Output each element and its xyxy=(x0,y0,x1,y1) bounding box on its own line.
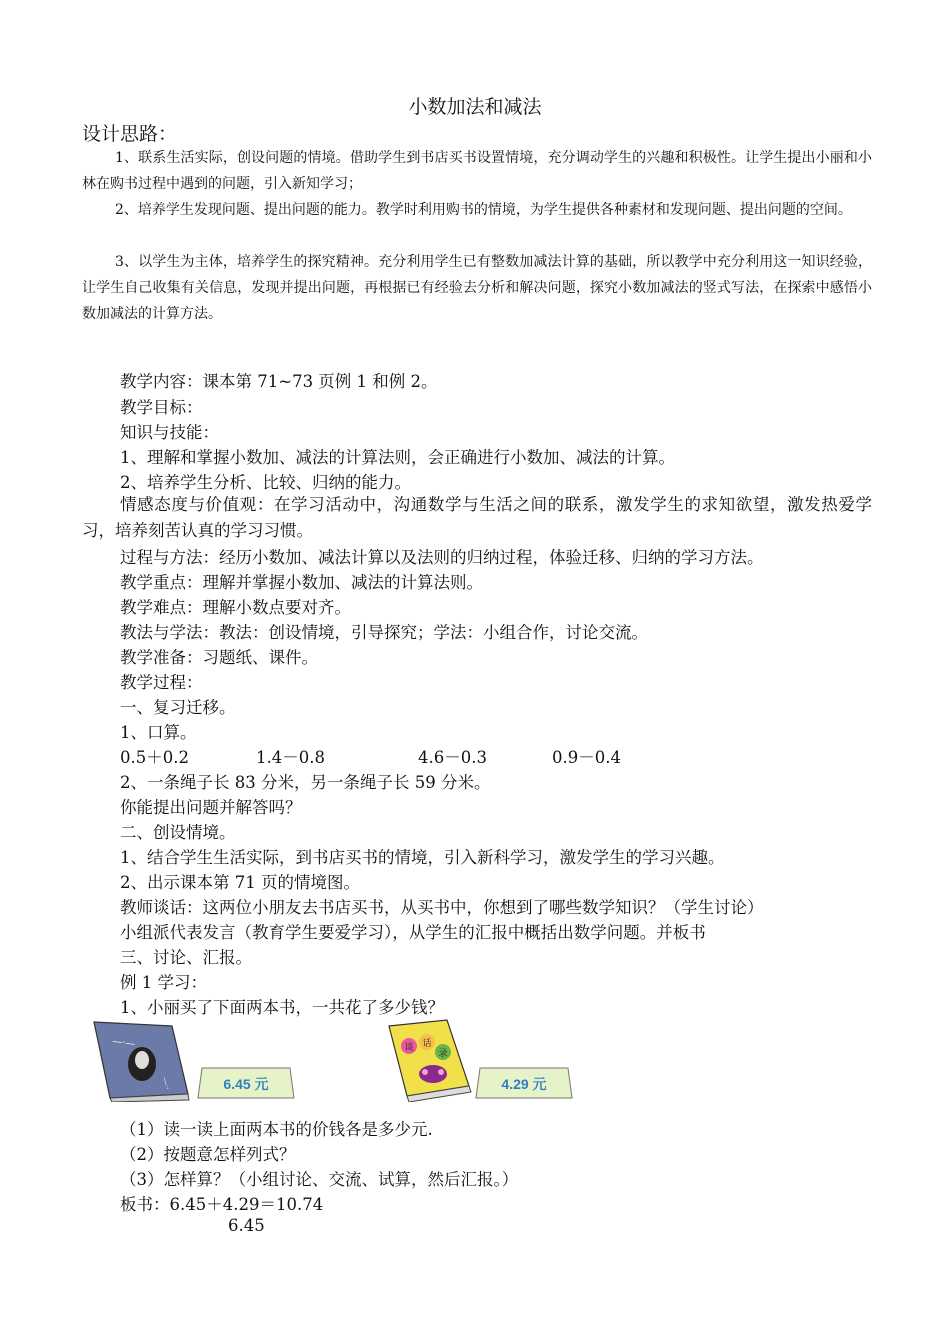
difficult-point: 教学难点：理解小数点要对齐。 xyxy=(120,598,351,617)
sub-question-2: （2）按题意怎样列式？ xyxy=(120,1145,296,1164)
book-2-title-char-2: 话 xyxy=(422,1039,432,1049)
oral-calc-heading: 1、口算。 xyxy=(120,723,197,742)
design-heading: 设计思路： xyxy=(82,123,178,145)
key-point: 教学重点：理解并掌握小数加、减法的计算法则。 xyxy=(120,573,483,592)
knowledge-item-1: 1、理解和掌握小数加、减法的计算法则，会正确进行小数加、减法的计算。 xyxy=(120,448,675,467)
sub-question-1: （1）读一读上面两本书的价钱各是多少元. xyxy=(120,1120,433,1139)
oral-calc-3: 4.6－0.3 xyxy=(418,748,487,767)
price-tag-2 xyxy=(474,1064,574,1100)
book-1-illustration xyxy=(92,1020,192,1102)
teaching-methods: 教法与学法：教法：创设情境，引导探究；学法：小组合作，讨论交流。 xyxy=(120,623,648,642)
design-point-2: 2、培养学生发现问题、提出问题的能力。教学时利用购书的情境，为学生提供各种素材和发现问题、提出问题的空间。 xyxy=(115,202,852,218)
knowledge-item-2: 2、培养学生分析、比较、归纳的能力。 xyxy=(120,473,411,492)
price-book-2: 4.29 元 xyxy=(501,1076,547,1092)
book-2-title-char-1: 谈 xyxy=(404,1043,414,1053)
oral-calc-1: 0.5＋0.2 xyxy=(120,748,189,767)
example-1-question: 1、小丽买了下面两本书，一共花了多少钱？ xyxy=(120,998,444,1017)
oral-calc-2: 1.4－0.8 xyxy=(256,748,325,767)
ask-question: 你能提出问题并解答吗？ xyxy=(120,798,302,817)
section-2-heading: 二、创设情境。 xyxy=(120,823,236,842)
design-point-3: 3、以学生为主体，培养学生的探究精神。充分利用学生已有整数加减法计算的基础，所以教学中充分利用这一知识经验，让学生自己收集有关信息，发现并提出问题，再根据已有经验去分析和解决问题，探究小数加减法的竖式写法，在探索中感悟小数加减法的计算方法。 xyxy=(82,254,872,322)
price-tag-1 xyxy=(196,1064,296,1100)
board-writing: 板书：6.45＋4.29＝10.74 xyxy=(120,1195,324,1214)
design-point-1: 1、联系生活实际，创设问题的情境。借助学生到书店买书设置情境，充分调动学生的兴趣和积极性。让学生提出小丽和小林在购书过程中遇到的问题，引入新知学习； xyxy=(82,150,872,192)
book-2-title-char-3: 录 xyxy=(438,1049,448,1059)
rope-question: 2、一条绳子长 83 分米，另一条绳子长 59 分米。 xyxy=(120,773,491,792)
price-book-1: 6.45 元 xyxy=(223,1076,269,1092)
svg-text:—·—: —·— xyxy=(111,1036,137,1051)
teacher-talk-1: 教师谈话：这两位小朋友去书店买书，从买书中，你想到了哪些数学知识？（学生讨论） xyxy=(120,898,764,917)
example-1-heading: 例 1 学习： xyxy=(120,973,207,992)
process-method: 过程与方法：经历小数加、减法计算以及法则的归纳过程，体验迁移、归纳的学习方法。 xyxy=(120,548,764,567)
teaching-process: 教学过程： xyxy=(120,673,203,692)
oral-calc-4: 0.9－0.4 xyxy=(552,748,621,767)
document-title: 小数加法和减法 xyxy=(408,96,542,118)
sub-question-3: （3）怎样算？（小组讨论、交流、试算，然后汇报。） xyxy=(120,1170,519,1189)
teacher-talk-2: 小组派代表发言（教育学生要爱学习），从学生的汇报中概括出数学问题。并板书 xyxy=(120,923,706,942)
teaching-prep: 教学准备：习题纸、课件。 xyxy=(120,648,318,667)
teaching-goal: 教学目标： xyxy=(120,398,203,417)
scenario-item-1: 1、结合学生生活实际，到书店买书的情境，引入新科学习，激发学生的学习兴趣。 xyxy=(120,848,725,867)
section-3-heading: 三、讨论、汇报。 xyxy=(120,948,252,967)
knowledge-heading: 知识与技能： xyxy=(120,423,219,442)
teaching-content: 教学内容：课本第 71~73 页例 1 和例 2。 xyxy=(120,372,438,391)
svg-text:—··: —·· xyxy=(160,1076,173,1092)
section-1-heading: 一、复习迁移。 xyxy=(120,698,236,717)
book-2-illustration xyxy=(385,1018,475,1102)
scenario-item-2: 2、出示课本第 71 页的情境图。 xyxy=(120,873,360,892)
emotion-goal: 情感态度与价值观：在学习活动中，沟通数学与生活之间的联系，激发学生的求知欲望，激发热爱学习，培养刻苦认真的学习习惯。 xyxy=(82,495,872,540)
vertical-calc-line-1: 6.45 xyxy=(228,1216,265,1235)
